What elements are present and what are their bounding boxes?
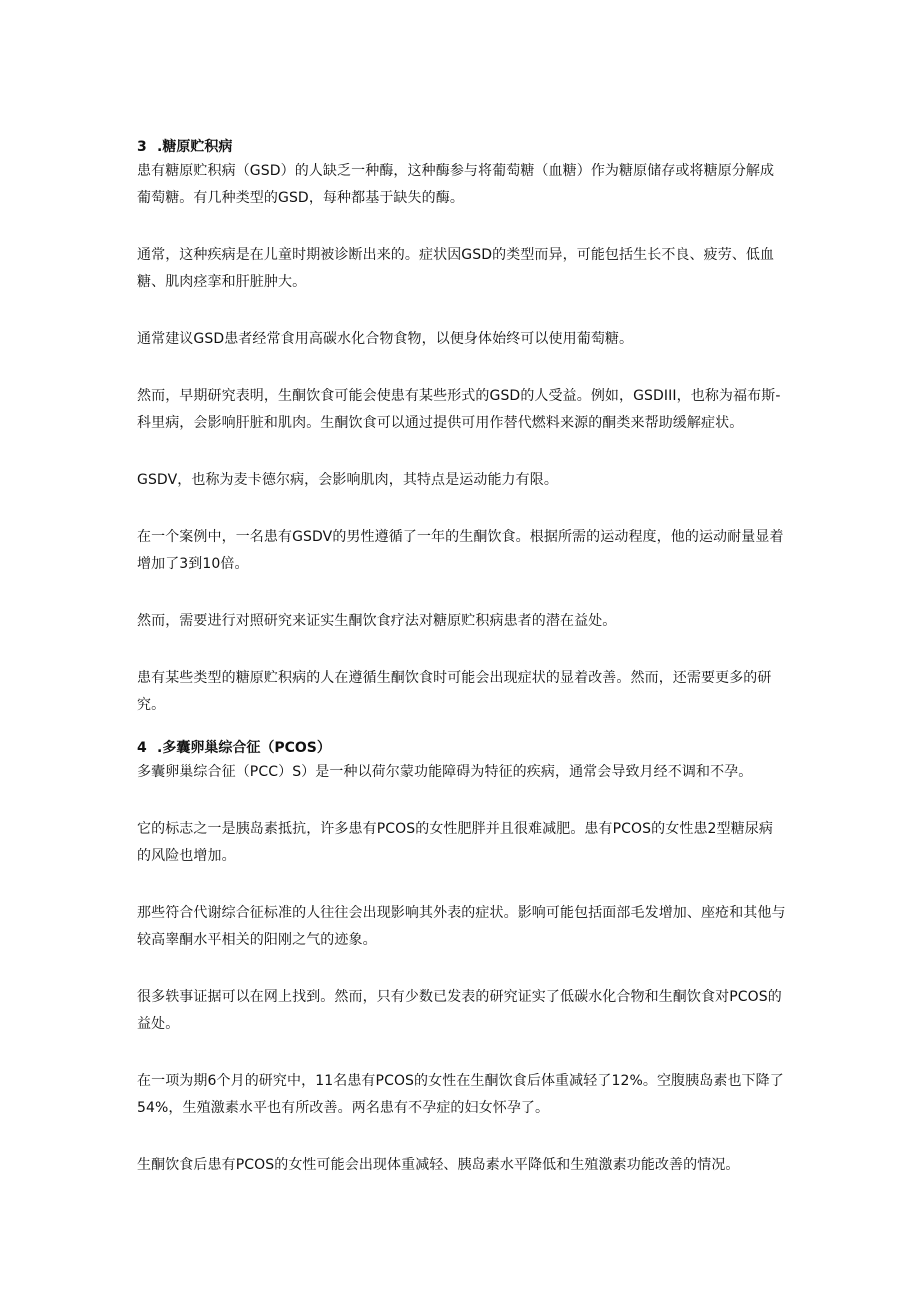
paragraph: 通常建议GSD患者经常食用高碳水化合物食物，以便身体始终可以使用葡萄糖。 [137,331,634,347]
paragraph: 很多轶事证据可以在网上找到。然而，只有少数已发表的研究证实了低碳水化合物和生酮饮食对PCOS的益处。 [137,989,782,1032]
section-number: 4 [137,740,147,756]
paragraph: 通常，这种疾病是在儿童时期被诊断出来的。症状因GSD的类型而异，可能包括生长不良、疲劳、低血糖、肌肉痉挛和肝脏肿大。 [137,247,775,290]
section-heading-gsd [137,136,787,158]
document-body [137,136,787,1179]
section-heading-pcos [137,737,787,759]
paragraph: 然而，早期研究表明，生酮饮食可能会使患有某些形式的GSD的人受益。例如，GSDIII，也称为福布斯-科里病，会影响肝脏和肌肉。生酮饮食可以通过提供可用作替代燃料来源的酮类来帮助缓解症状。 [137,388,781,431]
paragraph: 在一个案例中，一名患有GSDV的男性遵循了一年的生酮饮食。根据所需的运动程度，他的运动耐量显着增加了3到10倍。 [137,529,784,572]
paragraph: 多囊卵巢综合征（PCC）S）是一种以荷尔蒙功能障碍为特征的疾病，通常会导致月经不调和不孕。 [137,764,753,780]
section-title: .多囊卵巢综合征（PCOS） [157,740,331,756]
paragraph: 它的标志之一是胰岛素抵抗，许多患有PCOS的女性肥胖并且很难减肥。患有PCOS的女性患2型糖尿病的风险也增加。 [137,821,773,864]
section-number: 3 [137,139,147,155]
paragraph: 患有某些类型的糖原贮积病的人在遵循生酮饮食时可能会出现症状的显着改善。然而，还需要更多的研究。 [137,670,772,713]
paragraph: GSDV，也称为麦卡德尔病，会影响肌肉，其特点是运动能力有限。 [137,472,558,488]
paragraph: 在一项为期6个月的研究中，11名患有PCOS的女性在生酮饮食后体重减轻了12%。空腹胰岛素也下降了54%，生殖激素水平也有所改善。两名患有不孕症的妇女怀孕了。 [137,1073,784,1116]
section-title: .糖原贮积病 [157,139,233,155]
paragraph: 那些符合代谢综合征标准的人往往会出现影响其外表的症状。影响可能包括面部毛发增加、座疮和其他与较高睾酮水平相关的阳刚之气的迹象。 [137,905,786,948]
paragraph: 生酮饮食后患有PCOS的女性可能会出现体重减轻、胰岛素水平降低和生殖激素功能改善的情况。 [137,1157,740,1173]
paragraph: 然而，需要进行对照研究来证实生酮饮食疗法对糖原贮积病患者的潜在益处。 [137,613,617,629]
paragraph: 患有糖原贮积病（GSD）的人缺乏一种酶，这种酶参与将葡萄糖（血糖）作为糖原储存或将糖原分解成葡萄糖。有几种类型的GSD，每种都基于缺失的酶。 [137,163,775,206]
